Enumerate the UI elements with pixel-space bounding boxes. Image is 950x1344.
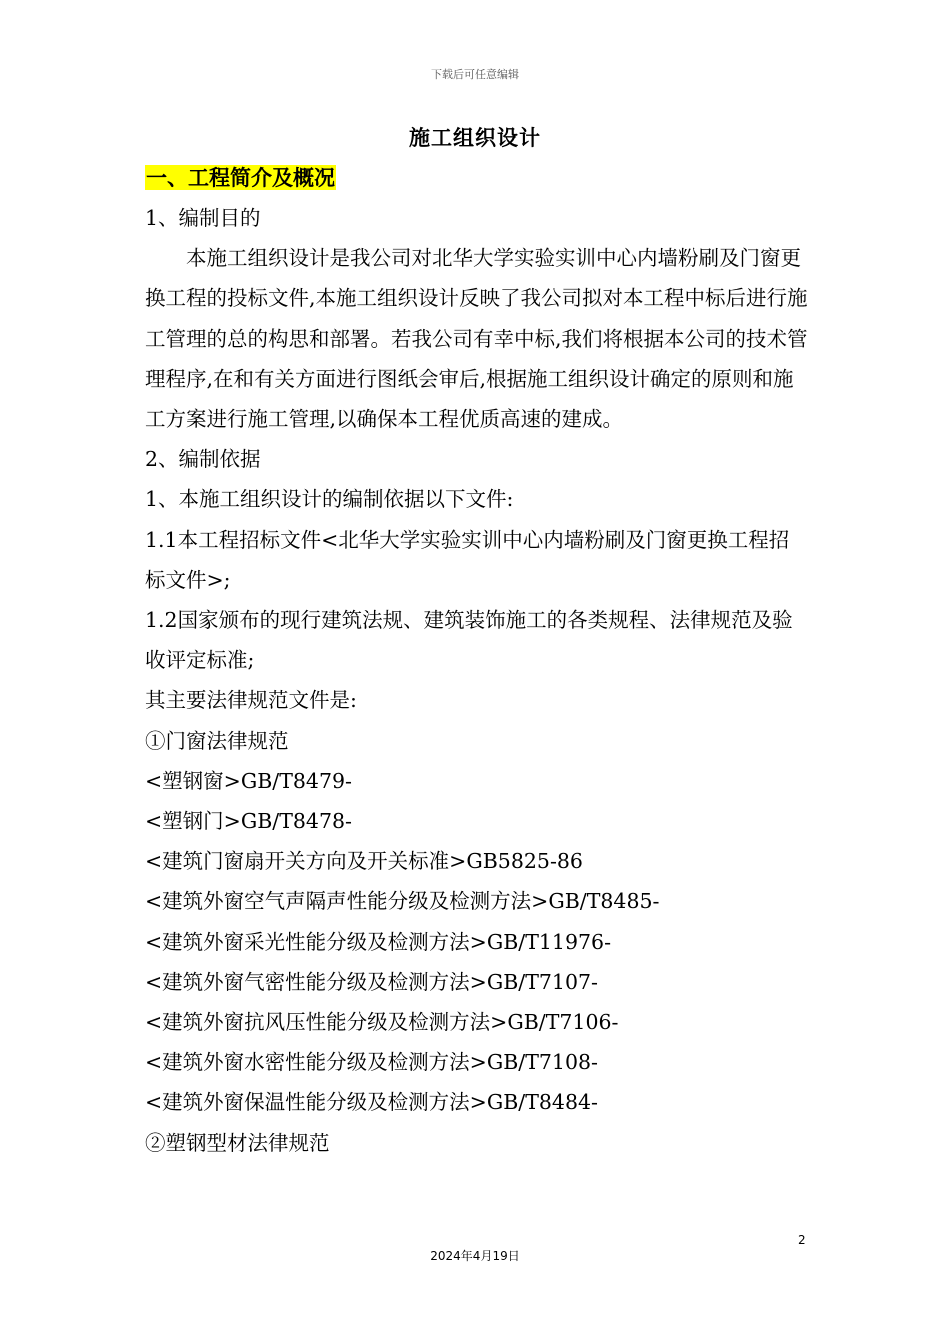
regulation-item: <建筑外窗水密性能分级及检测方法>GB/T7108- — [145, 1050, 598, 1075]
regulation-item: <建筑门窗扇开关方向及开关标准>GB5825-86 — [145, 849, 583, 874]
basis-intro: 1、本施工组织设计的编制依据以下文件: — [145, 487, 514, 512]
page-number: 2 — [798, 1233, 806, 1247]
footer-date: 2024年4月19日 — [430, 1249, 520, 1263]
section-heading — [145, 162, 336, 192]
basis-item-1-1: 1.1本工程招标文件<北华大学实验实训中心内墙粉刷及门窗更换工程招标文件>; — [145, 527, 790, 592]
regulation-item: <建筑外窗气密性能分级及检测方法>GB/T7107- — [145, 969, 598, 994]
regulations-group-profiles: ②塑钢型材法律规范 — [145, 1130, 330, 1155]
header-note: 下载后可任意编辑 — [431, 68, 519, 81]
regulation-item: <塑钢窗>GB/T8479- — [145, 768, 352, 793]
paragraph-purpose: 本施工组织设计是我公司对北华大学实验实训中心内墙粉刷及门窗更换工程的投标文件,本施工组织设计反映了我公司拟对本工程中标后进行施工管理的总的构思和部署。若我公司有幸中标,我们将根据本公司的技术管理程序,在和有关方面进行图纸会审后,根据施工组织设计确定的原则和施工方案进行施工管理,以确保本工程优质高速的建成。 — [145, 246, 808, 432]
regulations-intro: 其主要法律规范文件是: — [145, 688, 357, 713]
regulations-group-doors-windows: ①门窗法律规范 — [145, 728, 289, 753]
section-heading-text: 一、工程简介及概况 — [146, 165, 335, 190]
document-title: 施工组织设计 — [409, 125, 541, 150]
regulation-item: <建筑外窗采光性能分级及检测方法>GB/T11976- — [145, 929, 612, 954]
regulation-item: <建筑外窗保温性能分级及检测方法>GB/T8484- — [145, 1090, 598, 1115]
subheading-purpose: 1、编制目的 — [145, 206, 261, 230]
basis-item-1-2: 1.2国家颁布的现行建筑法规、建筑装饰施工的各类规程、法律规范及验收评定标准; — [145, 608, 793, 673]
regulation-item: <建筑外窗抗风压性能分级及检测方法>GB/T7106- — [145, 1010, 619, 1035]
document-body — [145, 198, 809, 1163]
regulation-item: <塑钢门>GB/T8478- — [145, 809, 352, 834]
regulation-item: <建筑外窗空气声隔声性能分级及检测方法>GB/T8485- — [145, 889, 660, 914]
subheading-basis: 2、编制依据 — [145, 447, 261, 472]
